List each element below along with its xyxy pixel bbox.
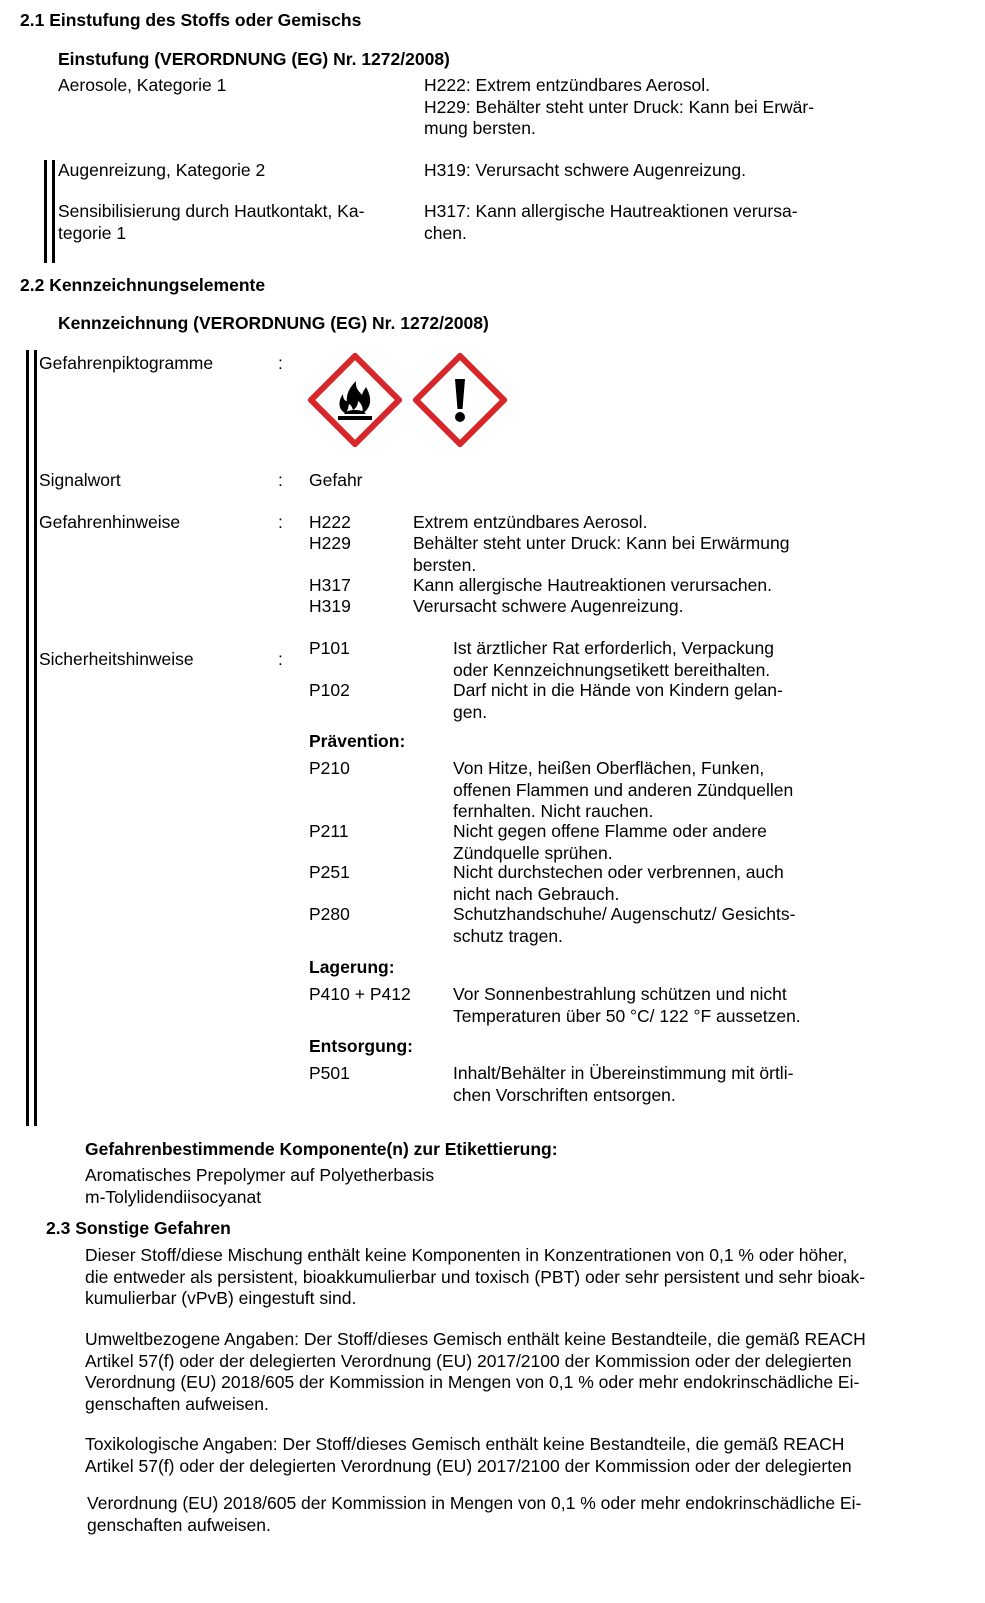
precaution-text: Nicht gegen offene Flamme oder andere Zündquelle sprühen. <box>453 821 767 863</box>
hazard-text: Behälter steht unter Druck: Kann bei Erwärmung bersten. <box>413 533 790 575</box>
revision-bar <box>34 350 37 1126</box>
precaution-code: P210 <box>309 758 350 778</box>
hazard-text: Kann allergische Hautreaktionen verursachen. <box>413 575 772 595</box>
component-item: m-Tolylidendiisocyanat <box>85 1187 262 1207</box>
disposal-heading: Entsorgung: <box>309 1036 414 1056</box>
precaution-code: P102 <box>309 680 350 700</box>
hazard-statement: H317: Kann allergische Hautreaktionen verursa- chen. <box>424 201 798 243</box>
hazard-code: H229 <box>309 533 351 553</box>
pictograms-label: Gefahrenpiktogramme <box>39 353 214 373</box>
colon: : <box>278 512 283 532</box>
section-2-2-heading: 2.2 Kennzeichnungselemente <box>20 275 266 295</box>
precaution-text: Schutzhandschuhe/ Augenschutz/ Gesichts- schutz tragen. <box>453 904 796 946</box>
precaution-code: P251 <box>309 862 350 882</box>
section-2-3-heading: 2.3 Sonstige Gefahren <box>46 1218 231 1238</box>
prevention-heading: Prävention: <box>309 731 406 751</box>
colon: : <box>278 470 283 490</box>
toxicological-paragraph: Toxikologische Angaben: Der Stoff/dieses Gemisch enthält keine Bestandteile, die gemäß REACH Artikel 57(f) oder der delegierten Verordnung (EU) 2017/2100 der Kommission oder der delegierten <box>85 1434 852 1476</box>
hazard-statements-label: Gefahrenhinweise <box>39 512 181 532</box>
precaution-text: Darf nicht in die Hände von Kindern gelan- gen. <box>453 680 783 722</box>
precaution-text: Ist ärztlicher Rat erforderlich, Verpackung oder Kennzeichnungsetikett bereithalten. <box>453 638 774 680</box>
classification-label: Sensibilisierung durch Hautkontakt, Ka- tegorie 1 <box>58 201 365 243</box>
pbt-paragraph: Dieser Stoff/diese Mischung enthält keine Komponenten in Konzentrationen von 0,1 % oder höher, die entweder als persistent, bioakkumulierbar und toxisch (PBT) oder sehr persistent und sehr bioak- kumulierbar (vPvB) eingestuft sind. <box>85 1245 866 1308</box>
precaution-code: P280 <box>309 904 350 924</box>
precaution-text: Inhalt/Behälter in Übereinstimmung mit örtli- chen Vorschriften entsorgen. <box>453 1063 794 1105</box>
hazard-code: H222 <box>309 512 351 532</box>
exclamation-pictogram-icon <box>413 353 507 447</box>
precaution-code: P211 <box>309 821 349 841</box>
revision-bar <box>52 160 55 263</box>
precaution-code: P101 <box>309 638 350 658</box>
hazard-code: H319 <box>309 596 351 616</box>
hazardous-components-heading: Gefahrenbestimmende Komponente(n) zur Etikettierung: <box>85 1139 558 1159</box>
environmental-paragraph: Umweltbezogene Angaben: Der Stoff/dieses Gemisch enthält keine Bestandteile, die gemäß REACH Artikel 57(f) oder der delegierten Verordnung (EU) 2017/2100 der Kommission oder der delegierten Verordnung (EU) 2018/605 der Kommission in Mengen von 0,1 % oder mehr endokrinschädliche Ei- genschaften aufweisen. <box>85 1329 866 1414</box>
precautionary-statements-label: Sicherheitshinweise <box>39 649 194 669</box>
precaution-code: P410 + P412 <box>309 984 411 1004</box>
hazard-statement: H319: Verursacht schwere Augenreizung. <box>424 160 746 180</box>
classification-label: Aerosole, Kategorie 1 <box>58 75 227 95</box>
revision-bar <box>44 160 47 263</box>
revision-bar <box>26 350 29 1126</box>
precaution-text: Von Hitze, heißen Oberflächen, Funken, offenen Flammen und anderen Zündquellen fernhalten. Nicht rauchen. <box>453 758 794 821</box>
storage-heading: Lagerung: <box>309 957 395 977</box>
colon: : <box>278 353 283 373</box>
hazard-code: H317 <box>309 575 351 595</box>
signal-word-label: Signalwort <box>39 470 121 490</box>
precaution-text: Nicht durchstechen oder verbrennen, auch nicht nach Gebrauch. <box>453 862 784 904</box>
section-2-1-heading: 2.1 Einstufung des Stoffs oder Gemischs <box>20 10 362 30</box>
hazard-text: Extrem entzündbares Aerosol. <box>413 512 648 532</box>
signal-word-value: Gefahr <box>309 470 363 490</box>
labelling-subheading: Kennzeichnung (VERORDNUNG (EG) Nr. 1272/2008) <box>58 313 489 333</box>
flame-pictogram-icon <box>308 353 402 447</box>
colon: : <box>278 649 283 669</box>
precaution-text: Vor Sonnenbestrahlung schützen und nicht Temperaturen über 50 °C/ 122 °F aussetzen. <box>453 984 801 1026</box>
precaution-code: P501 <box>309 1063 350 1083</box>
classification-subheading: Einstufung (VERORDNUNG (EG) Nr. 1272/2008) <box>58 49 450 69</box>
toxicological-paragraph-continued: Verordnung (EU) 2018/605 der Kommission in Mengen von 0,1 % oder mehr endokrinschädliche Ei- genschaften aufweisen. <box>87 1493 862 1535</box>
hazard-statement: H222: Extrem entzündbares Aerosol. H229: Behälter steht unter Druck: Kann bei Erwär- mung bersten. <box>424 75 815 138</box>
classification-label: Augenreizung, Kategorie 2 <box>58 160 266 180</box>
component-item: Aromatisches Prepolymer auf Polyetherbasis <box>85 1165 435 1185</box>
hazard-text: Verursacht schwere Augenreizung. <box>413 596 684 616</box>
